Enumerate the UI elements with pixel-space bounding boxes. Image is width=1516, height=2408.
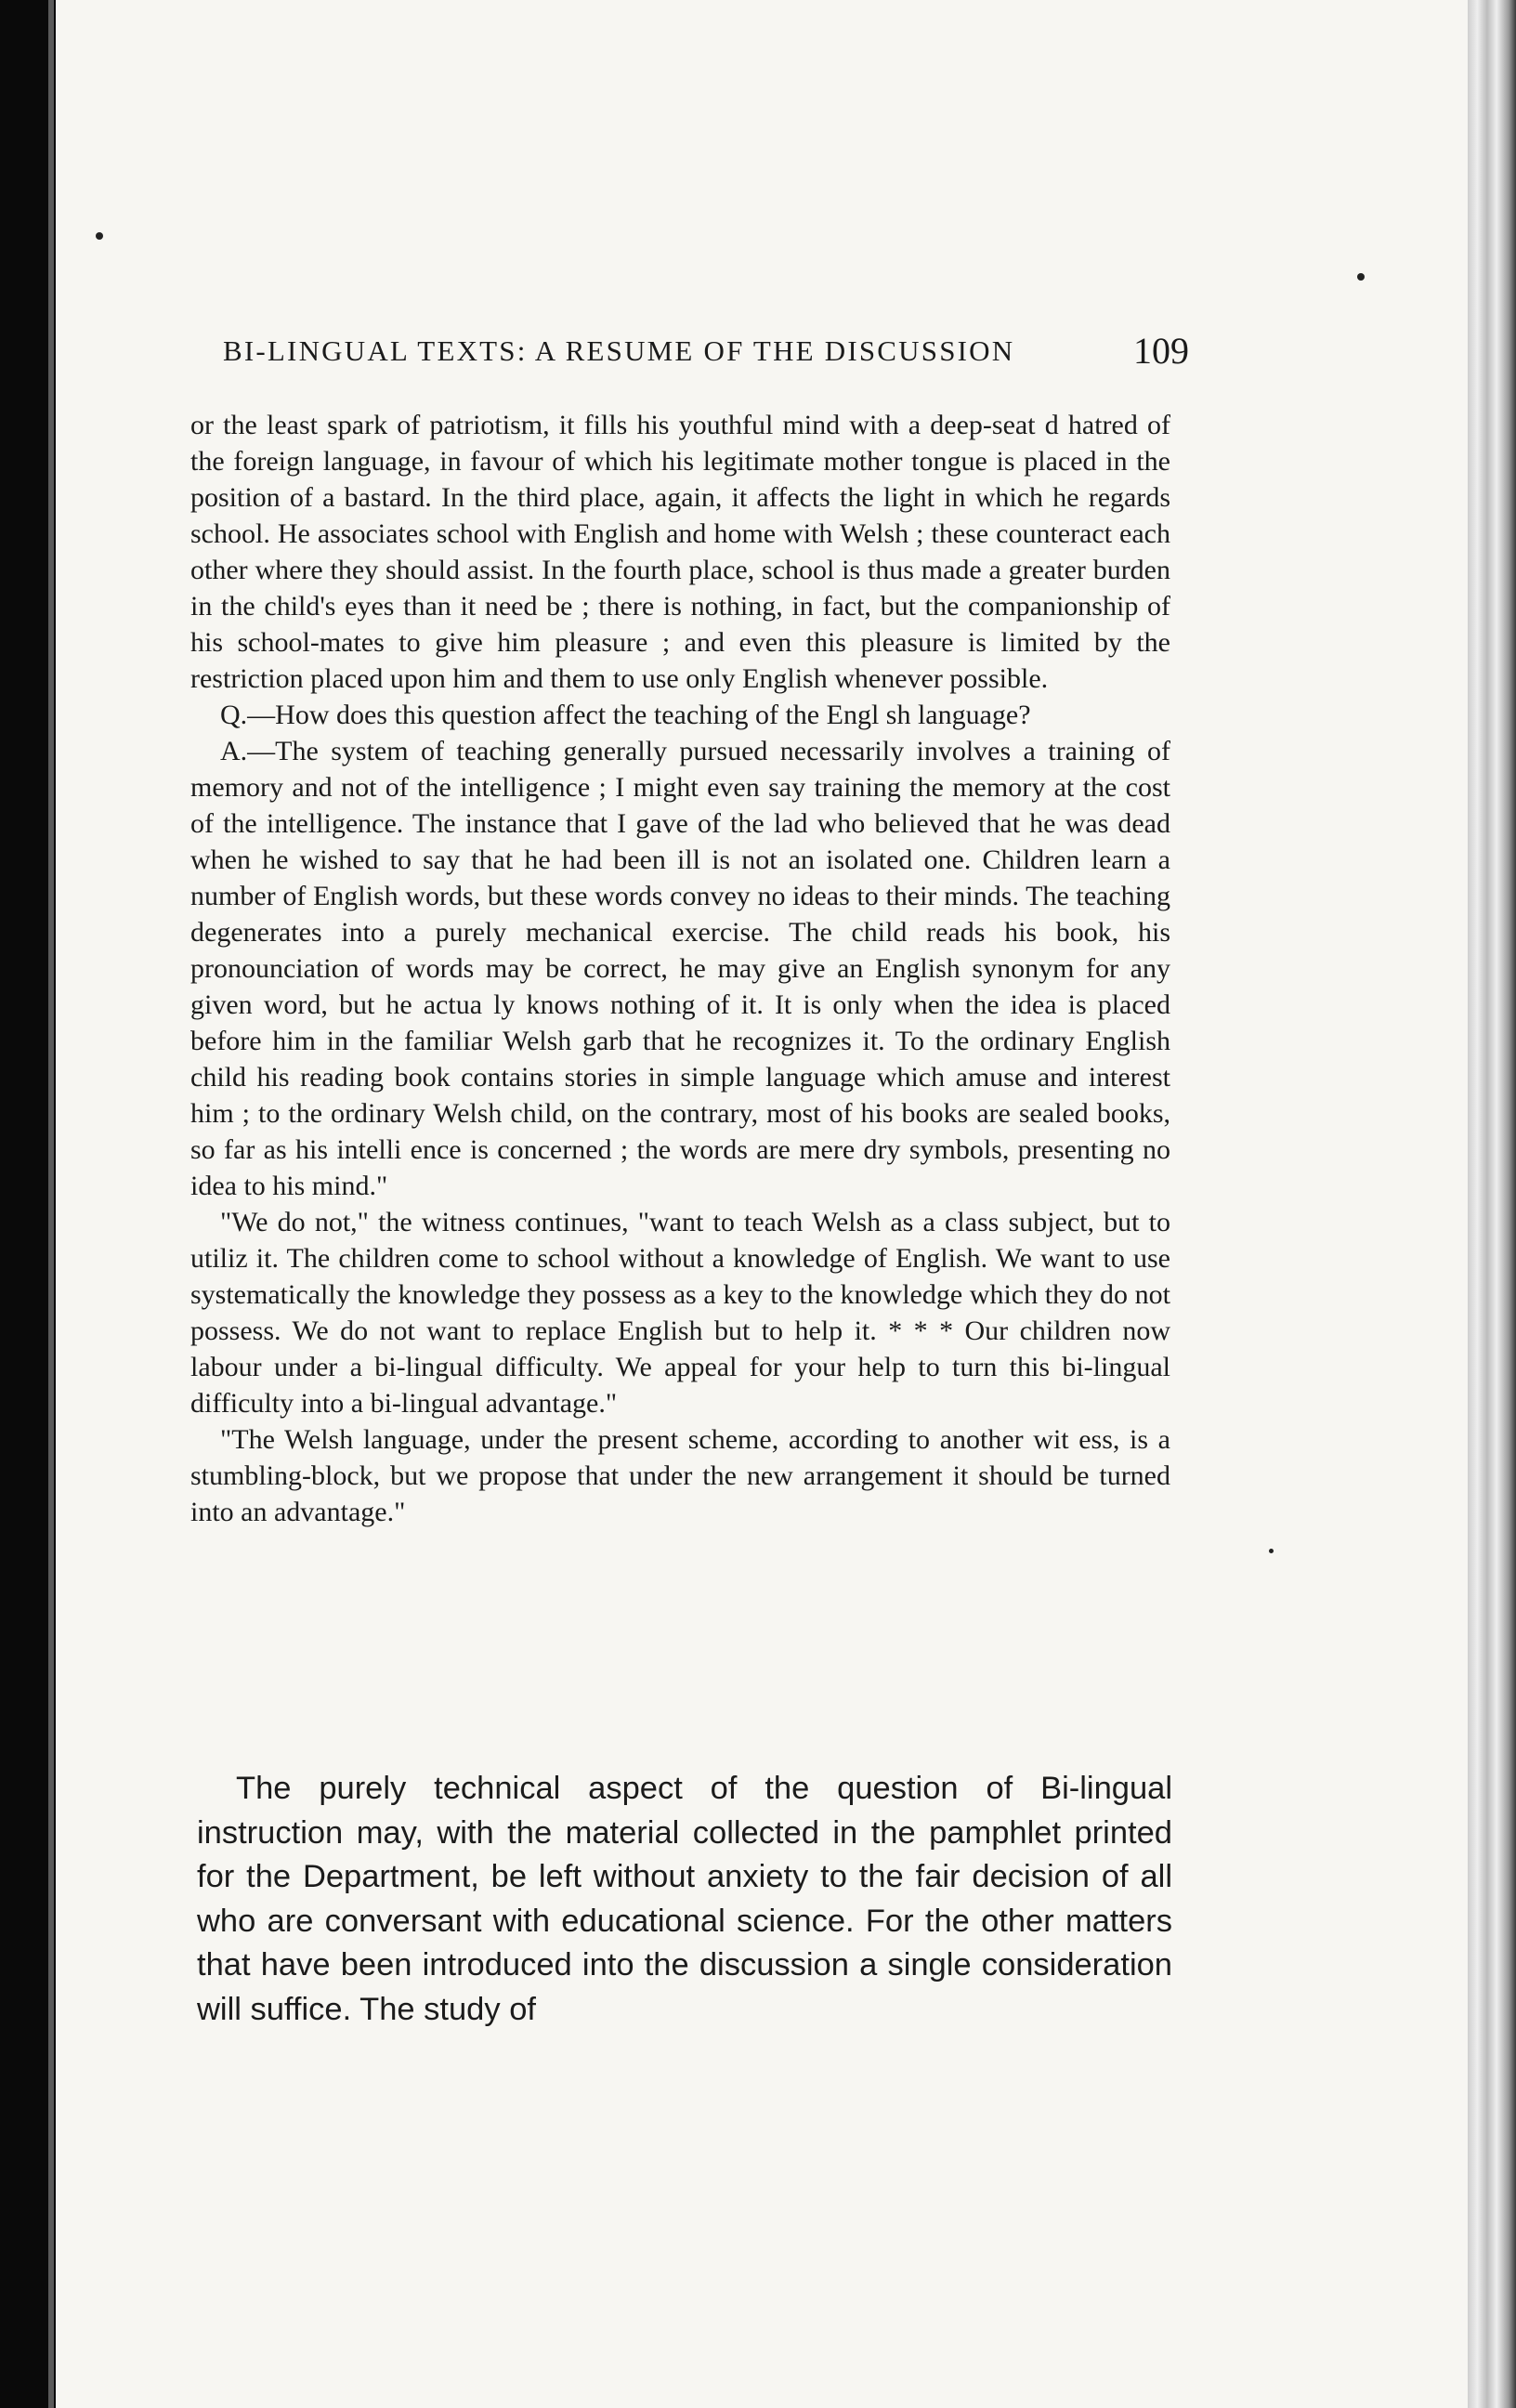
scan-speck	[1269, 1549, 1274, 1553]
main-text	[197, 1767, 1172, 2032]
page-number: 109	[1133, 330, 1189, 372]
paragraph: "We do not," the witness continues, "want to teach Welsh as a class subject, but to utiliz it. The children come to school without a knowledge of English. We want to use systematically the knowledge they possess as a key to the knowledge which they do not possess. We do not want to replace English but to help it. * * * Our children now labour under a bi-lingual difficulty. We appeal for your help to turn this bi-lingual difficulty into a bi-lingual advantage."	[190, 1207, 1170, 1419]
running-head: BI-LINGUAL TEXTS: A RESUME OF THE DISCUSSION	[223, 334, 1015, 367]
question-paragraph: Q.—How does this question affect the teaching of the Engl sh language?	[220, 700, 1031, 730]
scan-left-gutter	[48, 0, 54, 2408]
page-header	[223, 325, 1189, 381]
answer-paragraph: A.—The system of teaching generally pursued necessarily involves a training of memory and not of the intelligence ; I might even say training the memory at the cost of the intelligence. The instance that I gave of the lad who believed that he was dead when he wished to say that he had been ill is not an isolated one. Children learn a number of English words, but these words convey no ideas to their minds. The teaching degenerates into a purely mechanical exercise. The child reads his book, his pronounciation of words may be correct, he may give an English synonym for any given word, but he actua ly knows nothing of it. It is only when the idea is placed before him in the familiar Welsh garb that he recognizes it. To the ordinary English child his reading book contains stories in simple language which amuse and interest him ; to the ordinary Welsh child, on the contrary, most of his books are sealed books, so far as his intelli ence is concerned ; the words are mere dry symbols, presenting no idea to his mind."	[190, 736, 1170, 1201]
scan-speck	[1357, 273, 1365, 281]
scan-left-edge	[0, 0, 56, 2408]
paragraph: or the least spark of patriotism, it fills his youthful mind with a deep-seat d hatred of the foreign language, in favour of which his legitimate mother tongue is placed in the position of a bastard. In the third place, again, it affects the light in which he regards school. He associates school with English and home with Welsh ; these counteract each other where they should assist. In the fourth place, school is thus made a greater burden in the child's eyes than it need be ; there is nothing, in fact, but the companionship of his school-mates to give him pleasure ; and even this pleasure is limited by the restriction placed upon him and them to use only English whenever possible.	[190, 410, 1170, 694]
quoted-testimony	[190, 407, 1170, 1530]
scan-speck	[96, 232, 103, 240]
scan-right-edge	[1468, 0, 1516, 2408]
paragraph: "The Welsh language, under the present scheme, according to another wit ess, is a stumbling-block, but we propose that under the new arrangement it should be turned into an advantage."	[190, 1424, 1170, 1527]
paragraph: The purely technical aspect of the question of Bi-lingual instruction may, with the material collected in the pamphlet printed for the Department, be left without anxiety to the fair decision of all who are conversant with educational science. For the other matters that have been introduced into the discussion a single consideration will suffice. The study of	[197, 1771, 1172, 2027]
